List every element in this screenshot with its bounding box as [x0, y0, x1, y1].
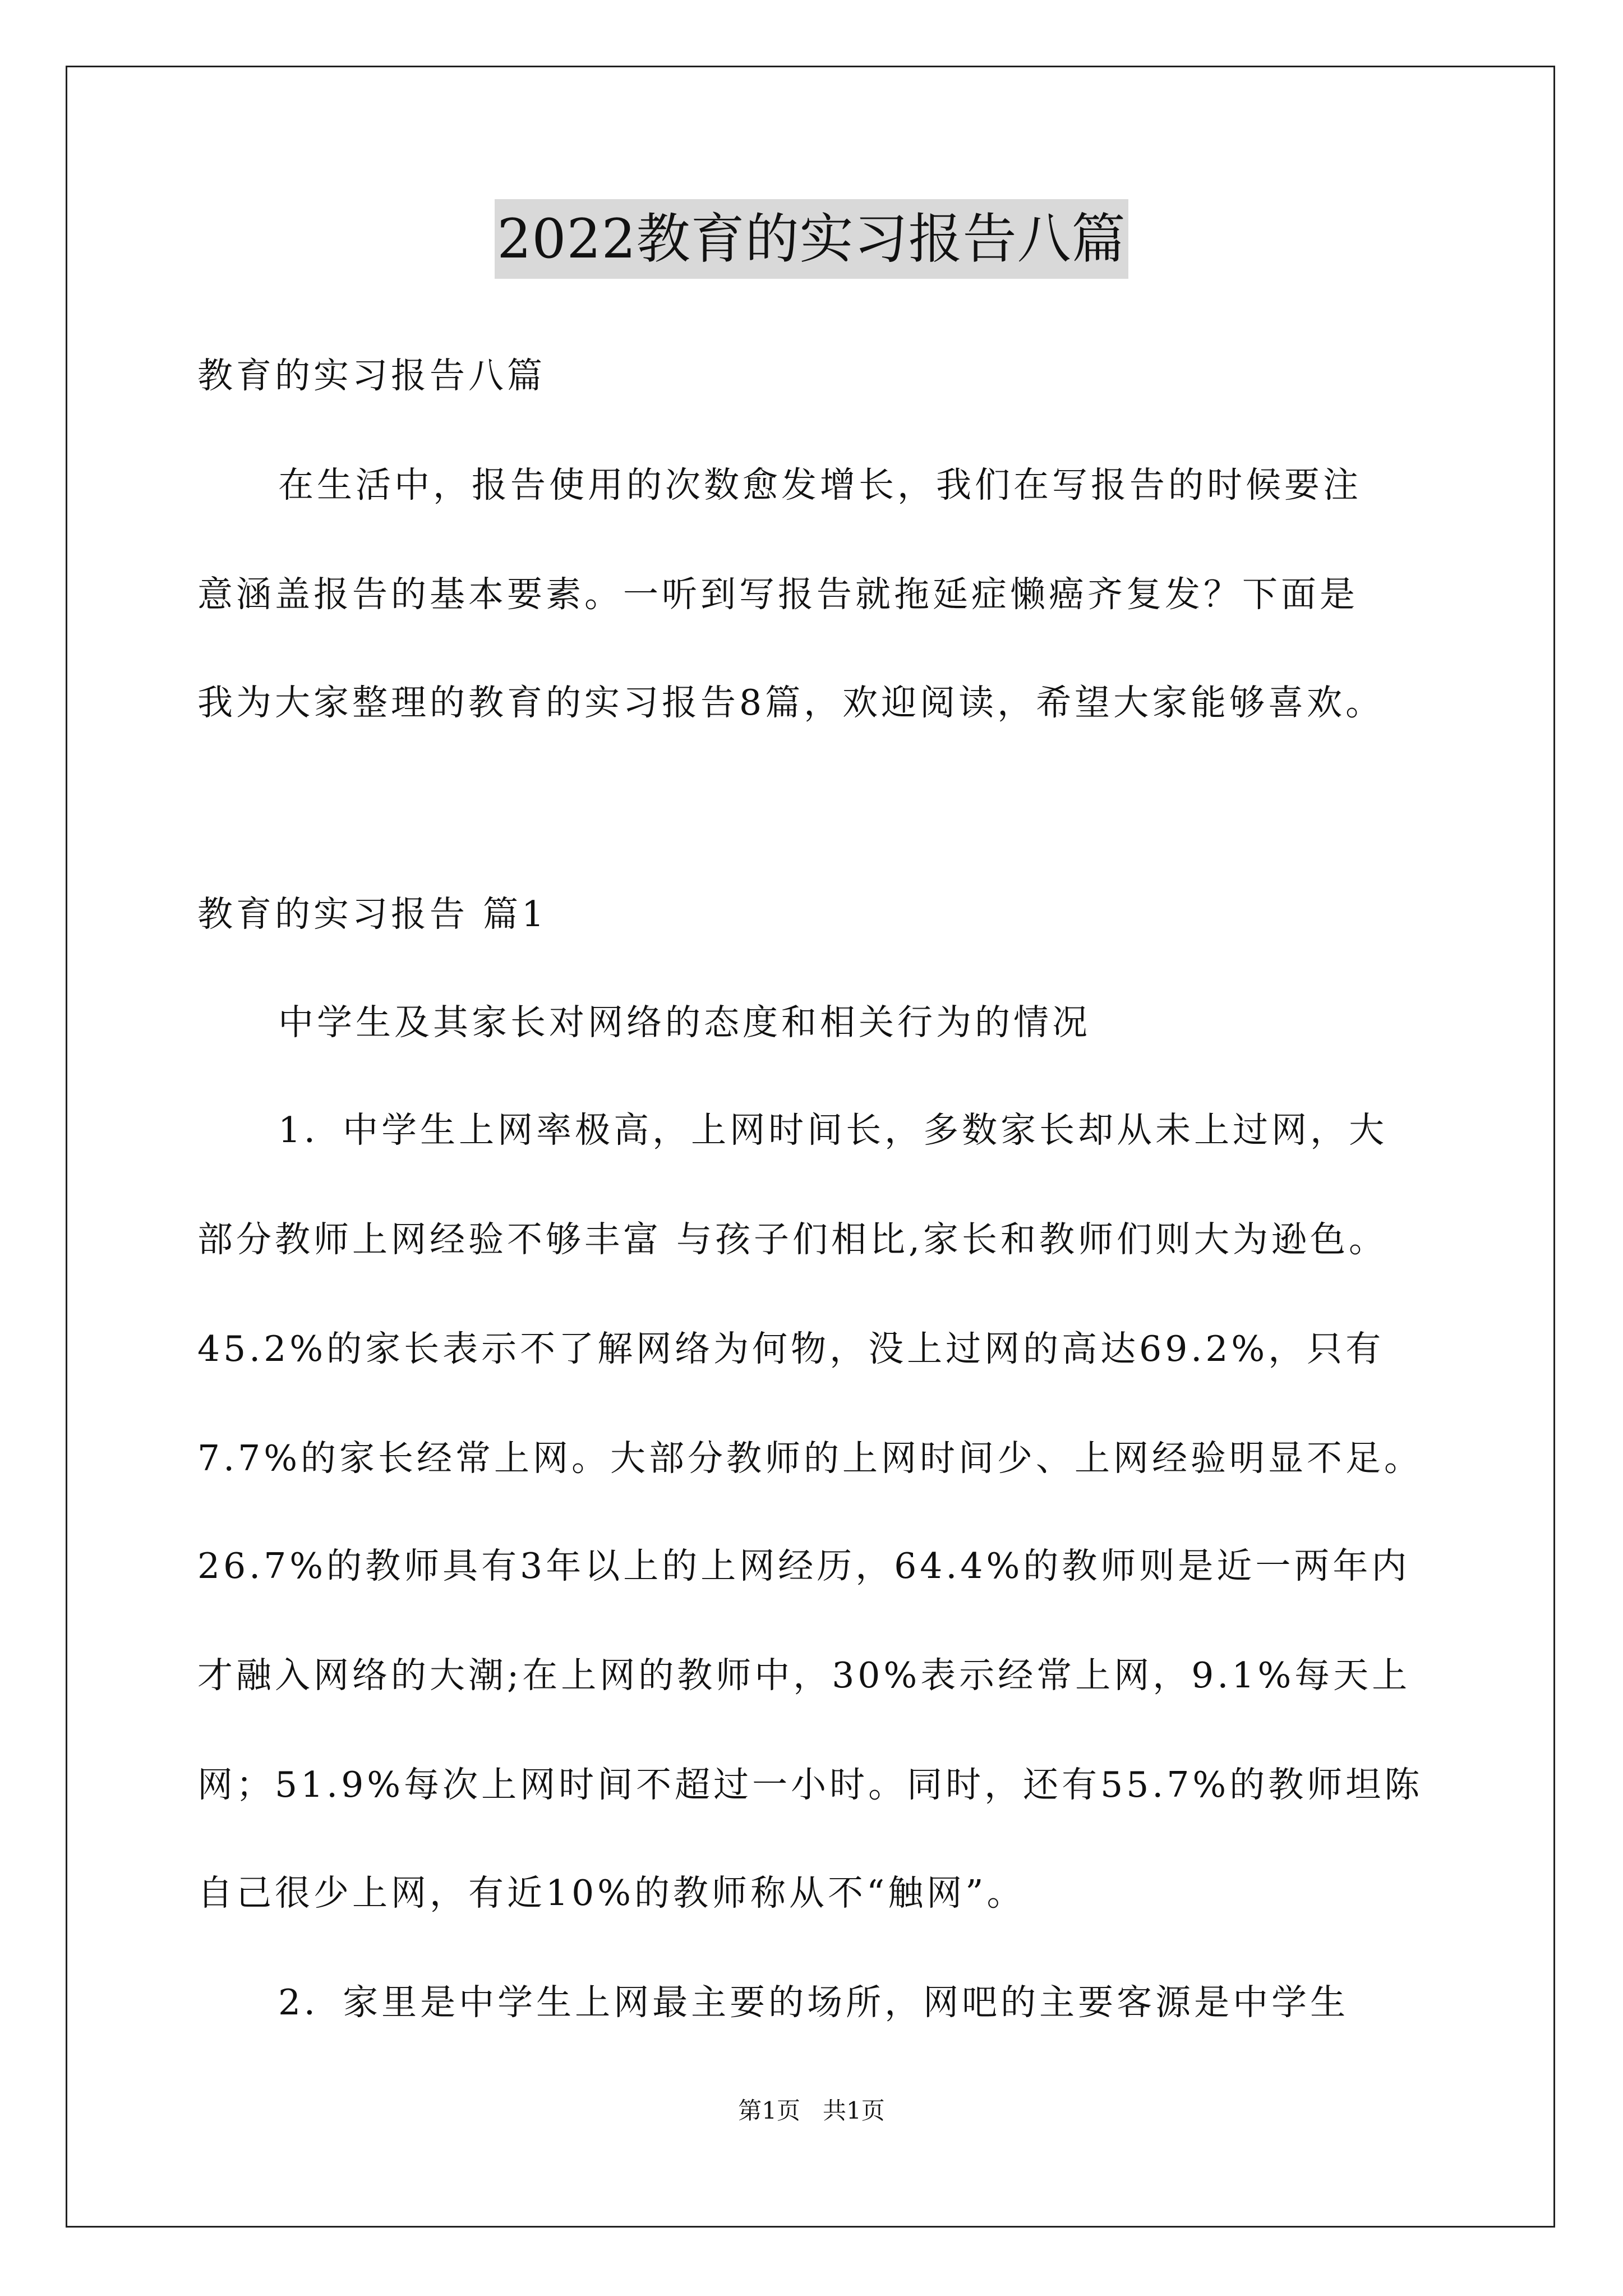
item1-line-7: 网；51.9%每次上网时间不超过一小时。同时，还有55.7%的教师坦陈	[197, 1764, 1423, 1805]
item1-line-1: 1．中学生上网率极高，上网时间长，多数家长却从未上过网，大	[278, 1110, 1388, 1151]
intro-line-2: 意涵盖报告的基本要素。一听到写报告就拖延症懒癌齐复发？下面是	[197, 574, 1358, 615]
section-intro: 中学生及其家长对网络的态度和相关行为的情况	[278, 1002, 1091, 1043]
page-footer: 第1页 共1页	[738, 2097, 885, 2124]
document-subtitle: 教育的实习报告八篇	[197, 355, 546, 396]
title-container	[0, 199, 1623, 279]
item1-line-2: 部分教师上网经验不够丰富 与孩子们相比,家长和教师们则大为逊色。	[197, 1219, 1388, 1260]
item2-line-1: 2．家里是中学生上网最主要的场所，网吧的主要客源是中学生	[278, 1982, 1349, 2023]
intro-line-3: 我为大家整理的教育的实习报告8篇，欢迎阅读，希望大家能够喜欢。	[197, 682, 1385, 723]
item1-line-5: 26.7%的教师具有3年以上的上网经历，64.4%的教师则是近一两年内	[197, 1545, 1410, 1586]
intro-line-1: 在生活中，报告使用的次数愈发增长，我们在写报告的时候要注	[278, 464, 1362, 505]
item1-line-4: 7.7%的家长经常上网。大部分教师的上网时间少、上网经验明显不足。	[197, 1438, 1423, 1479]
section-heading: 教育的实习报告 篇1	[197, 894, 548, 935]
item1-line-8: 自己很少上网，有近10%的教师称从不“触网”。	[197, 1872, 1026, 1913]
item1-line-6: 才融入网络的大潮;在上网的教师中，30%表示经常上网，9.1%每天上	[197, 1655, 1411, 1696]
item1-line-3: 45.2%的家长表示不了解网络为何物，没上过网的高达69.2%，只有	[197, 1328, 1385, 1369]
document-title: 2022教育的实习报告八篇	[495, 199, 1128, 279]
